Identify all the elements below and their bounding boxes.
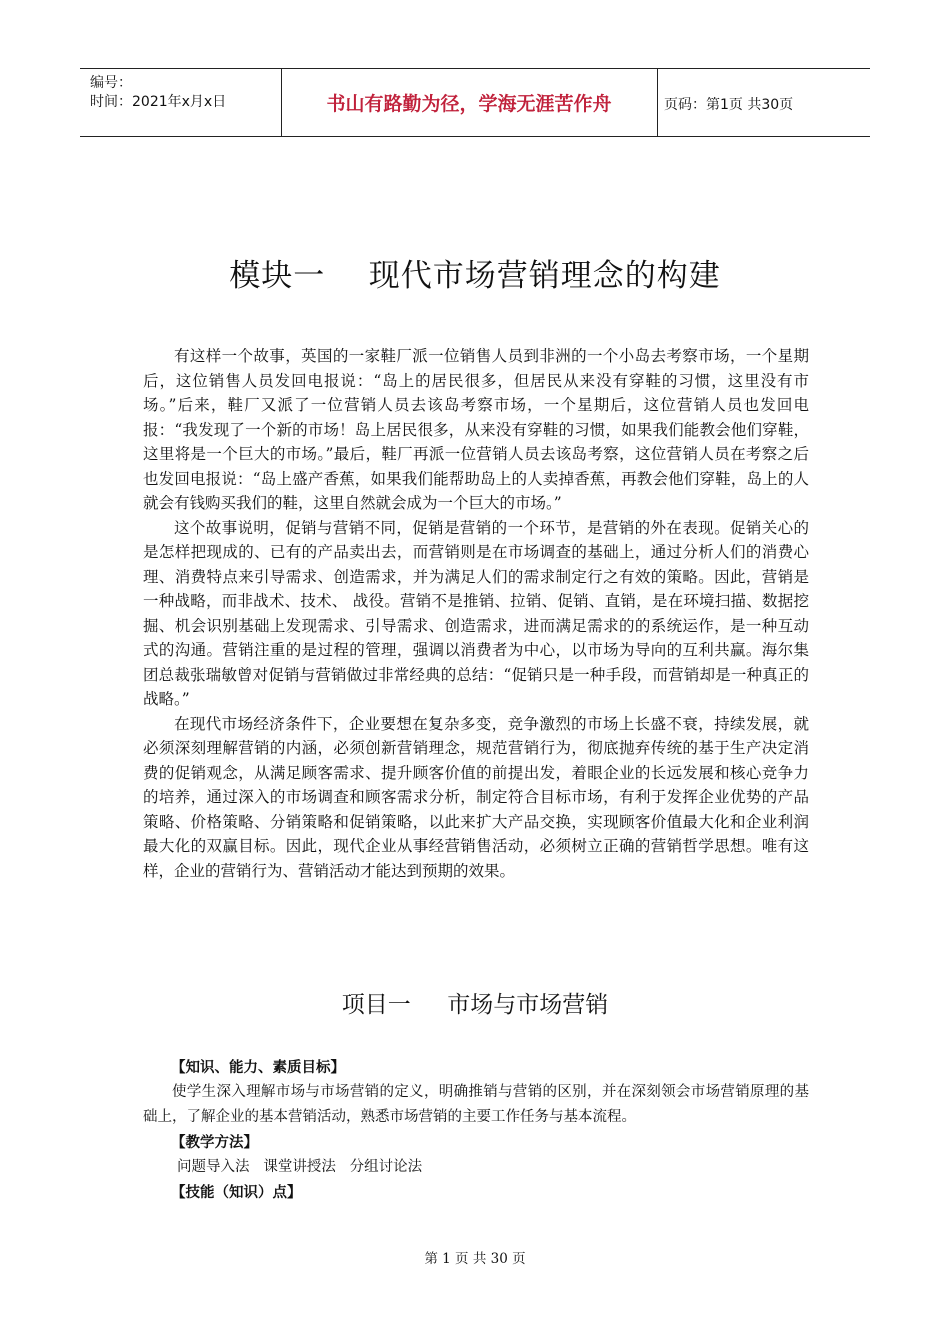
paragraph-modern-enterprise: 在现代市场经济条件下，企业要想在复杂多变，竞争激烈的市场上长盛不衰，持续发展，就必须深刻理解营销的内涵，必须创新营销理念，规范营销行为，彻底抛弃传统的基于生产决定消费的促销观念，从满足顾客需求、提升顾客价值的前提出发，着眼企业的长远发展和核心竞争力的培养，通过深入的市场调查和顾客需求分析，制定符合目标市场，有利于发挥企业优势的产品策略、价格策略、分销策略和促销策略，以此来扩大产品交换，实现顾客价值最大化和企业利润最大化的双赢目标。因此，现代企业从事经营销售活动，必须树立正确的营销哲学思想。唯有这样，企业的营销行为、营销活动才能达到预期的效果。 [143, 714, 809, 880]
skills-heading: 【技能（知识）点】 [171, 1184, 302, 1201]
header-divider-right [657, 68, 658, 136]
module-title: 模块一 现代市场营销理念的构建 [229, 258, 721, 294]
project-title: 项目一 市场与市场营销 [341, 992, 609, 1018]
header-motto: 书山有路勤为径，学海无涯苦作舟 [326, 93, 612, 115]
page-footer: 第 1 页 共 30 页 [424, 1251, 526, 1267]
goals-heading: 【知识、能力、素质目标】 [171, 1059, 345, 1076]
header-top-border [80, 68, 870, 69]
goals-text: 使学生深入理解市场与市场营销的定义，明确推销与营销的区别，并在深刻领会市场营销原理的基础上，了解企业的基本营销活动，熟悉市场营销的主要工作任务与基本流程。 [143, 1084, 809, 1125]
date-label: 时间：2021年x月x日 [90, 94, 227, 110]
methods-text: 问题导入法 课堂讲授法 分组讨论法 [177, 1159, 423, 1175]
paragraph-promotion-vs-marketing: 这个故事说明，促销与营销不同，促销是营销的一个环节，是营销的外在表现。促销关心的是怎样把现成的、已有的产品卖出去，而营销则是在市场调查的基础上，通过分析人们的消费心理、消费特点来引导需求、创造需求，并为满足人们的需求制定行之有效的策略。因此，营销是一种战略，而非战术、技术、 战役。营销不是推销、拉销、促销、直销，是在环境扫描、数据挖掘、机会识别基础上发现需求、引导需求、创造需求，进而满足需求的的系统运作，是一种互动式的沟通。营销注重的是过程的管理，强调以消费者为中心，以市场为导向的互利共赢。海尔集团总裁张瑞敏曾对促销与营销做过非常经典的总结：“促销只是一种手段，而营销却是一种真正的战略。” [143, 518, 809, 708]
page-info: 页码：第1页 共30页 [664, 97, 794, 113]
methods-heading: 【教学方法】 [171, 1134, 258, 1151]
paragraph-story: 有这样一个故事，英国的一家鞋厂派一位销售人员到非洲的一个小岛去考察市场，一个星期后，这位销售人员发回电报说：“岛上的居民很多，但居民从来没有穿鞋的习惯，这里没有市场。”后来，鞋厂又派了一位营销人员去该岛考察市场，一个星期后，这位营销人员也发回电报：“我发现了一个新的市场！岛上居民很多，从来没有穿鞋的习惯，如果我们能教会他们穿鞋，这里将是一个巨大的市场。”最后，鞋厂再派一位营销人员去该岛考察，这位营销人员在考察之后也发回电报说：“岛上盛产香蕉，如果我们能帮助岛上的人卖掉香蕉，再教会他们穿鞋，岛上的人就会有钱购买我们的鞋，这里自然就会成为一个巨大的市场。” [143, 347, 809, 512]
serial-label: 编号： [90, 75, 132, 91]
objectives-section [143, 1055, 809, 1205]
header-bottom-border [80, 136, 870, 137]
intro-text [143, 344, 809, 883]
